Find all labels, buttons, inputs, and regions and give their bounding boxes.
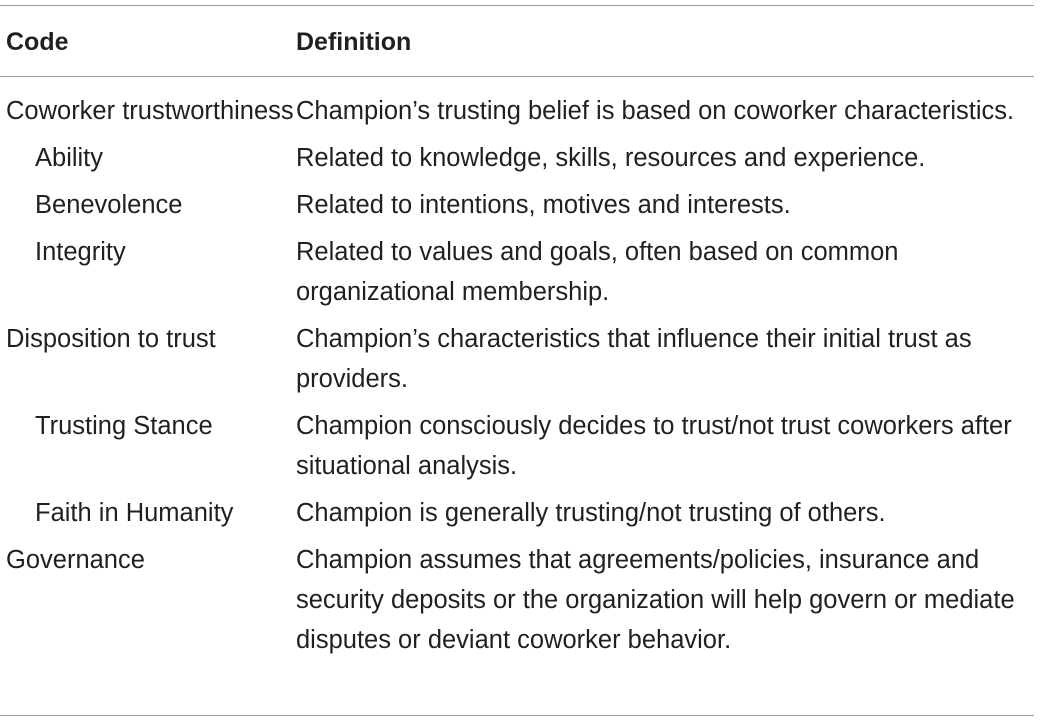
table-row (0, 493, 1046, 533)
table-row (0, 540, 1046, 660)
code-cell: Coworker trustworthiness (6, 97, 294, 125)
table-row (0, 406, 1046, 486)
definition-cell: Champion’s trusting belief is based on coworker characteristics. (296, 97, 1015, 125)
code-cell: Ability (35, 144, 104, 172)
code-cell: Trusting Stance (35, 412, 213, 440)
code-cell: Integrity (35, 238, 126, 266)
table-row (0, 319, 1046, 399)
table-row (0, 232, 1046, 312)
definition-cell: Related to knowledge, skills, resources and experience. (296, 144, 926, 172)
table-row (0, 138, 1046, 178)
code-cell: Faith in Humanity (35, 499, 234, 527)
table-top-rule (0, 5, 1034, 6)
code-cell: Governance (6, 546, 145, 574)
definition-cell: Champion consciously decides to trust/not trust coworkers after situational analysis. (296, 412, 1012, 480)
definition-cell: Champion assumes that agreements/policies, insurance and security deposits or the organization will help govern or mediate disputes or deviant coworker behavior. (296, 546, 1015, 654)
table-header-row (0, 23, 1040, 61)
definition-cell: Related to values and goals, often based on common organizational membership. (296, 238, 899, 306)
column-header-code: Code (6, 28, 69, 56)
definition-cell: Related to intentions, motives and interests. (296, 191, 791, 219)
table-row (0, 185, 1046, 225)
table-body (0, 91, 1046, 667)
table-header-rule (0, 76, 1034, 77)
definition-cell: Champion is generally trusting/not trusting of others. (296, 499, 886, 527)
definition-cell: Champion’s characteristics that influence their initial trust as providers. (296, 325, 972, 393)
column-header-definition: Definition (296, 28, 412, 56)
table-bottom-rule (0, 715, 1034, 716)
table-row (0, 91, 1046, 131)
code-cell: Disposition to trust (6, 325, 216, 353)
code-cell: Benevolence (35, 191, 183, 219)
